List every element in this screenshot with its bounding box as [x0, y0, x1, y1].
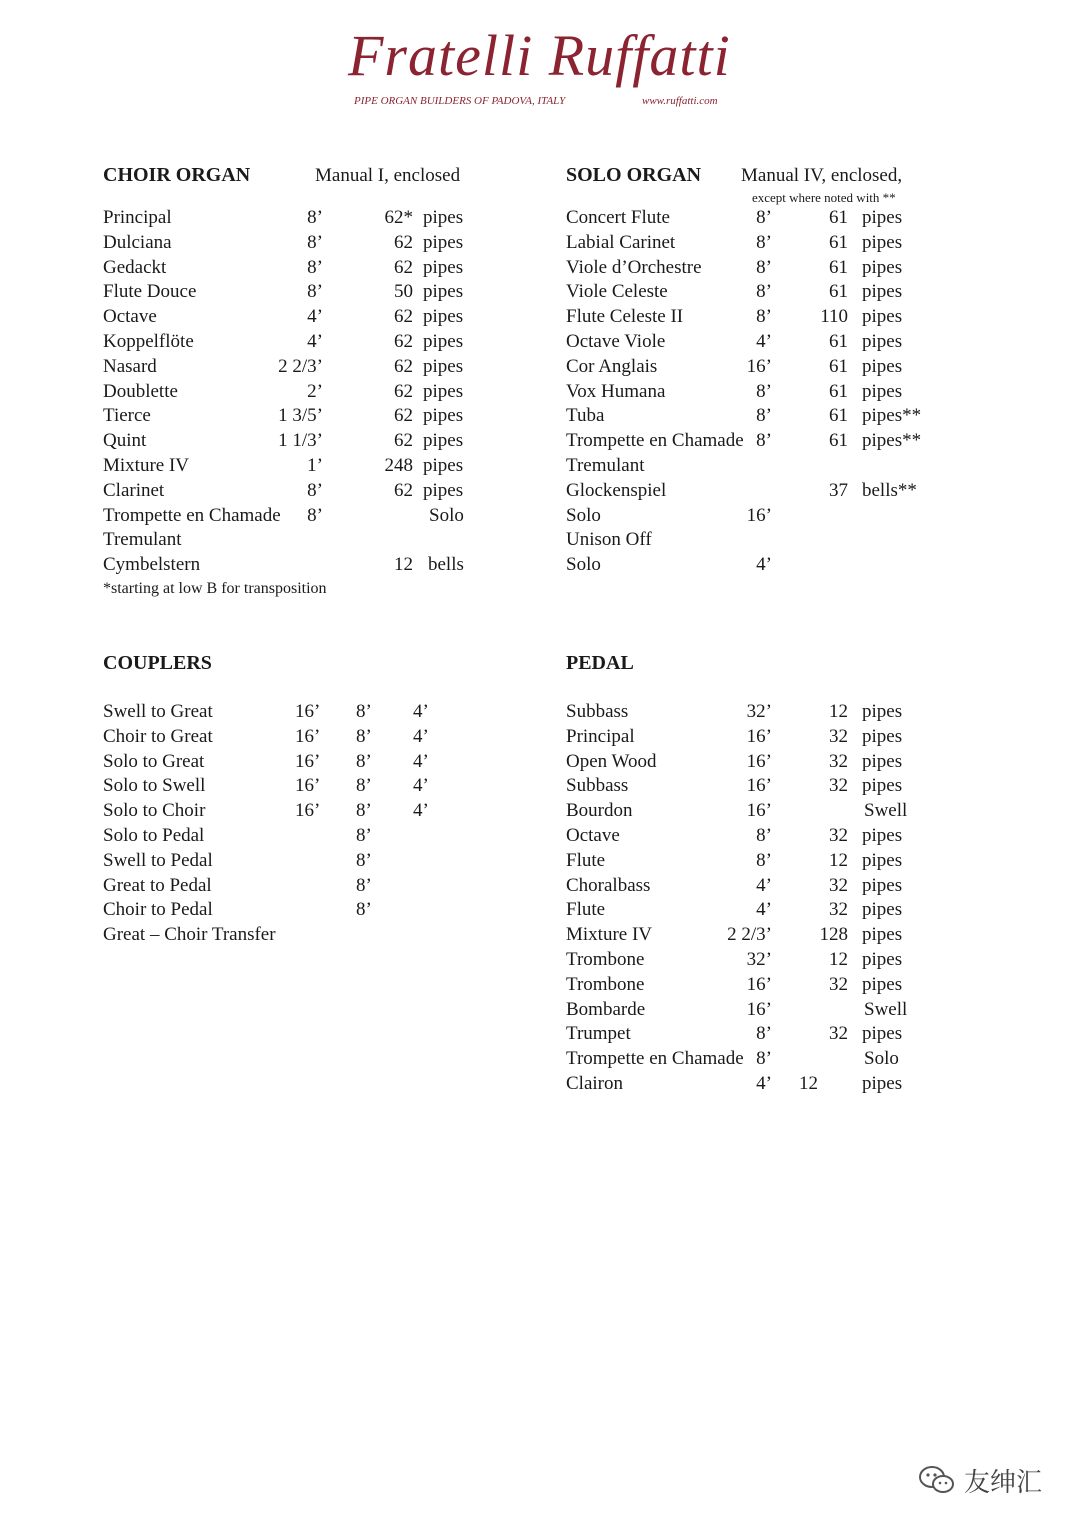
choir-stop-row — [103, 281, 483, 306]
stop-pitch: 8’ — [307, 256, 323, 278]
stop-unit: pipes — [423, 355, 464, 377]
coupler-name: Choir to Pedal — [103, 899, 213, 921]
stop-name: Bombarde — [566, 998, 646, 1020]
solo-stop-row — [566, 356, 946, 381]
stop-name: Koppelflöte — [103, 331, 194, 352]
stop-unit: pipes — [423, 207, 464, 228]
coupler-8: 8’ — [356, 825, 372, 846]
solo-stop-row — [566, 455, 946, 480]
stop-name: Viole d’Orchestre — [566, 256, 702, 278]
stop-pitch: 2 2/3’ — [278, 355, 323, 377]
stop-name: Doublette — [103, 380, 178, 402]
stop-count: 32 — [829, 973, 848, 995]
stop-count: 61 — [829, 331, 848, 352]
coupler-4: 4’ — [413, 701, 429, 722]
stop-pitch: 4’ — [756, 874, 772, 896]
choir-stop-row — [103, 480, 483, 505]
coupler-name: Great – Choir Transfer — [103, 924, 276, 946]
stop-count: 61 — [829, 281, 848, 303]
choir-footnote: *starting at low B for transposition — [103, 580, 327, 597]
stop-name: Open Wood — [566, 750, 657, 772]
solo-stop-row — [566, 306, 946, 331]
stop-count: 61 — [829, 405, 848, 427]
wechat-icon — [918, 1464, 956, 1496]
stop-name: Nasard — [103, 355, 157, 377]
choir-stop-row — [103, 505, 483, 530]
stop-count: 62 — [394, 355, 413, 377]
coupler-name: Great to Pedal — [103, 874, 212, 896]
choir-stop-row — [103, 232, 483, 257]
solo-stop-row — [566, 207, 946, 232]
stop-count: 61 — [829, 355, 848, 377]
choir-title: CHOIR ORGAN — [103, 164, 251, 186]
stop-pitch: 8’ — [307, 479, 323, 501]
coupler-8: 8’ — [356, 849, 372, 871]
stop-name: Subbass — [566, 775, 629, 797]
stop-unit: pipes — [862, 281, 903, 303]
stop-name: Tierce — [103, 405, 151, 427]
stop-count: 62* — [384, 207, 413, 228]
coupler-name: Solo to Pedal — [103, 825, 205, 846]
stop-name: Tuba — [566, 405, 605, 427]
stop-count: 62 — [394, 380, 413, 402]
stop-unit: pipes** — [862, 405, 922, 427]
coupler-8: 8’ — [356, 800, 372, 822]
stop-unit: pipes — [423, 306, 464, 328]
coupler-8: 8’ — [356, 725, 372, 747]
coupler-row — [103, 800, 463, 825]
stop-pitch: 4’ — [756, 554, 772, 576]
stop-pitch: 8’ — [307, 281, 323, 303]
choir-stop-row — [103, 529, 483, 554]
stop-pitch: 32’ — [746, 949, 772, 970]
stop-pitch: 2’ — [307, 380, 323, 402]
choir-stop-row — [103, 331, 483, 356]
solo-stop-row — [566, 554, 946, 579]
stop-pitch: 8’ — [756, 306, 772, 328]
stop-count: 32 — [829, 775, 848, 797]
stop-unit: pipes — [862, 701, 903, 722]
stop-name: Clarinet — [103, 479, 165, 501]
coupler-16: 16’ — [295, 800, 321, 822]
stop-unit: bells** — [862, 479, 917, 501]
stop-unit: Solo — [429, 504, 464, 526]
pedal-stop-row — [566, 850, 926, 875]
pedal-stop-row — [566, 1073, 926, 1098]
stop-unit: pipes — [862, 207, 903, 228]
stop-unit: bells — [428, 554, 464, 576]
stop-pitch: 4’ — [307, 331, 323, 352]
logo-tagline: PIPE ORGAN BUILDERS OF PADOVA, ITALY — [354, 95, 566, 107]
coupler-8: 8’ — [356, 775, 372, 797]
solo-stop-row — [566, 331, 946, 356]
stop-name: Tremulant — [566, 455, 645, 476]
pedal-stop-row — [566, 899, 926, 924]
choir-stop-row — [103, 306, 483, 331]
stop-pitch: 8’ — [307, 207, 323, 228]
stop-name: Tremulant — [103, 529, 182, 551]
stop-pitch: 4’ — [756, 1073, 772, 1094]
pedal-stop-row — [566, 999, 926, 1024]
stop-count: 37 — [829, 479, 848, 501]
stop-count: 62 — [394, 430, 413, 452]
stop-name: Flute Douce — [103, 281, 197, 303]
stop-count: 62 — [394, 306, 413, 328]
stop-unit: Solo — [864, 1048, 899, 1070]
coupler-name: Solo to Great — [103, 750, 205, 772]
logo-url: www.ruffatti.com — [642, 95, 718, 107]
stop-unit: pipes — [862, 825, 903, 846]
stop-name: Glockenspiel — [566, 479, 667, 501]
stop-unit: pipes — [862, 256, 903, 278]
pedal-stop-row — [566, 1048, 926, 1073]
stop-count: 12 — [799, 1073, 818, 1094]
stop-unit: pipes** — [862, 430, 922, 452]
coupler-16: 16’ — [295, 750, 321, 772]
stop-pitch: 2 2/3’ — [727, 924, 772, 946]
stop-pitch: 16’ — [746, 725, 772, 747]
stop-unit: pipes — [423, 479, 464, 501]
stop-pitch: 16’ — [746, 973, 772, 995]
coupler-row — [103, 726, 463, 751]
solo-note: except where noted with ** — [752, 190, 896, 205]
stop-count: 32 — [829, 725, 848, 747]
stop-unit: pipes — [862, 1023, 903, 1045]
stop-unit: pipes — [862, 331, 903, 352]
stop-unit: pipes — [862, 973, 903, 995]
stop-unit: pipes — [862, 725, 903, 747]
pedal-title: PEDAL — [566, 652, 634, 674]
coupler-row — [103, 875, 463, 900]
stop-count: 62 — [394, 331, 413, 352]
stop-unit: pipes — [862, 380, 903, 402]
coupler-row — [103, 751, 463, 776]
stop-name: Quint — [103, 430, 147, 452]
watermark — [918, 1462, 1042, 1498]
pedal-stop-row — [566, 924, 926, 949]
stop-name: Clairon — [566, 1073, 623, 1094]
stop-count: 62 — [394, 231, 413, 253]
stop-pitch: 1’ — [307, 455, 323, 476]
stop-count: 128 — [819, 924, 848, 946]
stop-name: Vox Humana — [566, 380, 666, 402]
stop-pitch: 16’ — [746, 800, 772, 822]
stop-unit: pipes — [423, 256, 464, 278]
stop-pitch: 4’ — [756, 899, 772, 921]
stop-pitch: 1 1/3’ — [278, 430, 323, 452]
solo-stop-row — [566, 529, 946, 554]
stop-name: Dulciana — [103, 231, 172, 253]
stop-pitch: 8’ — [756, 405, 772, 427]
coupler-16: 16’ — [295, 775, 321, 797]
choir-stop-row — [103, 430, 483, 455]
stop-unit: Swell — [864, 998, 908, 1020]
stop-name: Unison Off — [566, 529, 652, 551]
pedal-stop-row — [566, 775, 926, 800]
coupler-16: 16’ — [295, 701, 321, 722]
stop-name: Trompette en Chamade — [103, 504, 281, 526]
stop-pitch: 8’ — [756, 825, 772, 846]
coupler-8: 8’ — [356, 874, 372, 896]
stop-unit: pipes — [423, 331, 464, 352]
stop-name: Gedackt — [103, 256, 167, 278]
stop-name: Flute Celeste II — [566, 306, 684, 328]
stop-unit: Swell — [864, 800, 908, 822]
stop-name: Labial Carinet — [566, 231, 676, 253]
stop-unit: pipes — [862, 924, 903, 946]
stop-pitch: 1 3/5’ — [278, 405, 323, 427]
stop-name: Mixture IV — [566, 924, 653, 946]
stop-pitch: 8’ — [756, 380, 772, 402]
pedal-stop-row — [566, 701, 926, 726]
solo-stop-row — [566, 430, 946, 455]
stop-count: 12 — [829, 849, 848, 871]
coupler-name: Swell to Great — [103, 701, 213, 722]
stop-name: Concert Flute — [566, 207, 670, 228]
stop-pitch: 16’ — [746, 775, 772, 797]
pedal-stop-row — [566, 1023, 926, 1048]
stop-count: 32 — [829, 1023, 848, 1045]
coupler-row — [103, 899, 463, 924]
coupler-row — [103, 924, 463, 949]
stop-count: 61 — [829, 380, 848, 402]
stop-name: Principal — [566, 725, 635, 747]
stop-unit: pipes — [423, 231, 464, 253]
stop-pitch: 4’ — [307, 306, 323, 328]
stop-count: 32 — [829, 825, 848, 846]
stop-count: 62 — [394, 405, 413, 427]
pedal-stop-row — [566, 800, 926, 825]
stop-name: Trombone — [566, 973, 645, 995]
stop-pitch: 8’ — [756, 430, 772, 452]
stop-name: Octave — [103, 306, 157, 328]
stop-count: 61 — [829, 430, 848, 452]
stop-count: 50 — [394, 281, 413, 303]
stop-name: Trompette en Chamade — [566, 1048, 744, 1070]
coupler-name: Solo to Choir — [103, 800, 206, 822]
solo-stop-row — [566, 505, 946, 530]
solo-stop-row — [566, 381, 946, 406]
stop-unit: pipes — [862, 899, 903, 921]
stop-name: Cymbelstern — [103, 554, 201, 576]
logo-wordmark: Fratelli Ruffatti — [348, 23, 731, 88]
stop-count: 12 — [829, 701, 848, 722]
coupler-16: 16’ — [295, 725, 321, 747]
stop-pitch: 16’ — [746, 504, 772, 526]
stop-name: Solo — [566, 504, 601, 526]
stop-count: 62 — [394, 479, 413, 501]
pedal-stop-row — [566, 875, 926, 900]
solo-stop-row — [566, 257, 946, 282]
stop-unit: pipes — [423, 380, 464, 402]
coupler-row — [103, 775, 463, 800]
stop-unit: pipes — [423, 281, 464, 303]
stop-unit: pipes — [862, 849, 903, 871]
choir-stop-row — [103, 405, 483, 430]
stop-count: 12 — [829, 949, 848, 970]
stop-pitch: 8’ — [756, 281, 772, 303]
stop-pitch: 8’ — [756, 231, 772, 253]
stop-name: Principal — [103, 207, 172, 228]
stop-unit: pipes — [423, 455, 464, 476]
stop-count: 12 — [394, 554, 413, 576]
stop-name: Viole Celeste — [566, 281, 668, 303]
coupler-name: Solo to Swell — [103, 775, 206, 797]
stop-pitch: 8’ — [756, 256, 772, 278]
pedal-stop-row — [566, 974, 926, 999]
stop-count: 32 — [829, 899, 848, 921]
choir-stop-row — [103, 455, 483, 480]
stop-pitch: 32’ — [746, 701, 772, 722]
stop-pitch: 4’ — [756, 331, 772, 352]
stop-unit: pipes — [423, 405, 464, 427]
coupler-name: Choir to Great — [103, 725, 213, 747]
pedal-stop-row — [566, 726, 926, 751]
stop-pitch: 8’ — [756, 1023, 772, 1045]
coupler-4: 4’ — [413, 750, 429, 772]
stop-unit: pipes — [862, 306, 903, 328]
stop-name: Octave — [566, 825, 620, 846]
stop-pitch: 8’ — [307, 231, 323, 253]
choir-stop-row — [103, 356, 483, 381]
pedal-stop-row — [566, 949, 926, 974]
stop-pitch: 8’ — [756, 849, 772, 871]
coupler-8: 8’ — [356, 701, 372, 722]
coupler-row — [103, 850, 463, 875]
stop-pitch: 16’ — [746, 998, 772, 1020]
solo-title: SOLO ORGAN — [566, 164, 702, 186]
stop-unit: pipes — [862, 231, 903, 253]
stop-count: 32 — [829, 750, 848, 772]
stop-name: Mixture IV — [103, 455, 190, 476]
solo-stop-row — [566, 281, 946, 306]
stop-count: 32 — [829, 874, 848, 896]
stop-unit: pipes — [423, 430, 464, 452]
stop-pitch: 8’ — [756, 1048, 772, 1070]
coupler-4: 4’ — [413, 800, 429, 822]
stop-count: 62 — [394, 256, 413, 278]
stop-unit: pipes — [862, 1073, 903, 1094]
pedal-stop-row — [566, 751, 926, 776]
stop-unit: pipes — [862, 874, 903, 896]
stop-pitch: 16’ — [746, 750, 772, 772]
stop-name: Bourdon — [566, 800, 633, 822]
stop-unit: pipes — [862, 750, 903, 772]
coupler-row — [103, 701, 463, 726]
stop-name: Solo — [566, 554, 601, 576]
couplers-title: COUPLERS — [103, 652, 212, 674]
coupler-4: 4’ — [413, 725, 429, 747]
coupler-4: 4’ — [413, 775, 429, 797]
stop-unit: pipes — [862, 949, 903, 970]
choir-stop-row — [103, 257, 483, 282]
choir-stop-row — [103, 381, 483, 406]
stop-name: Flute — [566, 899, 606, 921]
solo-stop-row — [566, 480, 946, 505]
coupler-row — [103, 825, 463, 850]
solo-subtitle: Manual IV, enclosed, — [741, 165, 903, 186]
stop-name: Trumpet — [566, 1023, 631, 1045]
stop-unit: pipes — [862, 355, 903, 377]
coupler-name: Swell to Pedal — [103, 849, 213, 871]
ruffatti-logo — [340, 20, 740, 115]
stop-name: Cor Anglais — [566, 355, 658, 377]
solo-stop-row — [566, 405, 946, 430]
stop-name: Subbass — [566, 701, 629, 722]
stop-name: Flute — [566, 849, 606, 871]
solo-stop-row — [566, 232, 946, 257]
coupler-8: 8’ — [356, 750, 372, 772]
stop-unit: pipes — [862, 775, 903, 797]
stop-pitch: 8’ — [307, 504, 323, 526]
choir-stop-row — [103, 554, 483, 579]
choir-subtitle: Manual I, enclosed — [315, 165, 461, 186]
stop-name: Choralbass — [566, 874, 651, 896]
stop-count: 61 — [829, 231, 848, 253]
stop-name: Trombone — [566, 949, 645, 970]
stop-pitch: 8’ — [756, 207, 772, 228]
choir-stop-row — [103, 207, 483, 232]
stop-name: Trompette en Chamade — [566, 430, 744, 452]
stop-count: 110 — [820, 306, 848, 328]
stop-name: Octave Viole — [566, 331, 666, 352]
watermark-text: 友绅汇 — [964, 1467, 1043, 1498]
coupler-8: 8’ — [356, 899, 372, 921]
stop-count: 61 — [829, 256, 848, 278]
pedal-stop-row — [566, 825, 926, 850]
stop-count: 61 — [829, 207, 848, 228]
stop-count: 248 — [384, 455, 413, 476]
stop-pitch: 16’ — [746, 355, 772, 377]
